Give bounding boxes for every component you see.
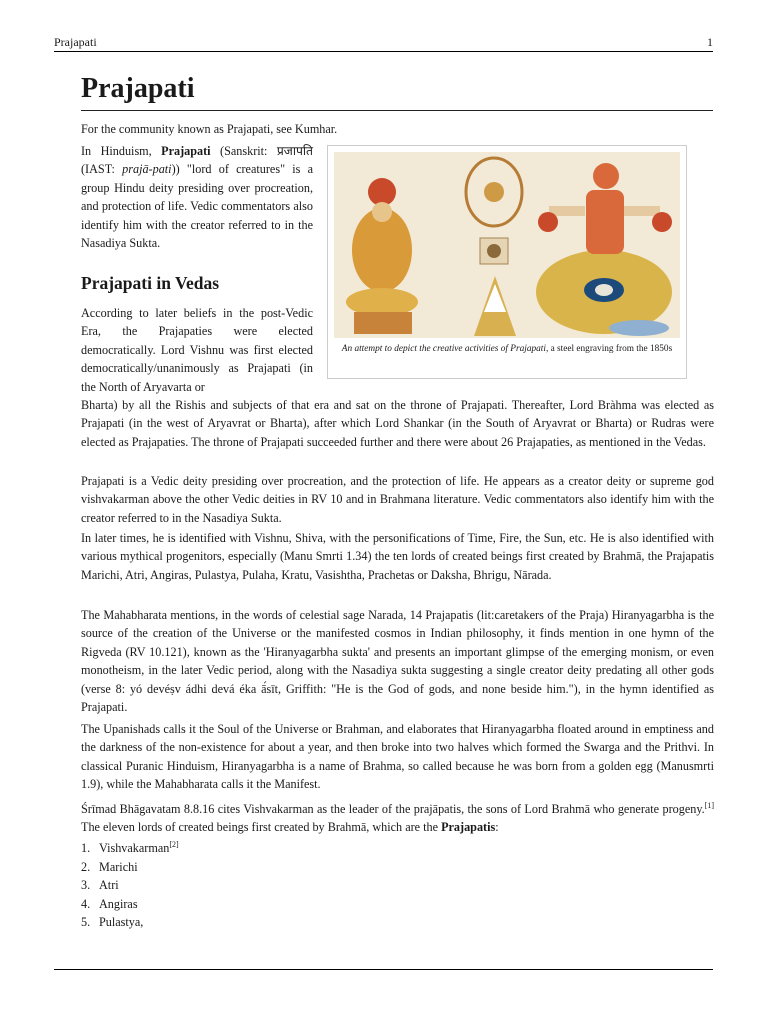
list-item: 4. Angiras xyxy=(81,896,138,911)
paragraph-vedas-narrow: According to later beliefs in the post-Vedic Era, the Prajapaties were elected democratically. Lord Vishnu was first elected democratically/unanimously as Prajapati (in the North of Aryavarta or xyxy=(81,306,313,394)
figure-caption: An attempt to depict the creative activities of Prajapati, a steel engraving from the 1850s xyxy=(341,344,673,354)
paragraph-vedic-deity: Prajapati is a Vedic deity presiding over procreation, and the protection of life. He appears as a creator deity or supreme god vishvakarman above the other Vedic deities in RV 10 and in Brahmana literature. Vedic commentators also identify him with the creator referred to in the Nasadiya Sukta. xyxy=(81,474,714,525)
section-heading: Prajapati in Vedas xyxy=(81,273,220,293)
list-item: 2. Marichi xyxy=(81,859,138,874)
figure xyxy=(327,145,687,379)
reference-1[interactable]: [1] xyxy=(704,801,714,810)
intro-bold-term: Prajapati xyxy=(161,144,211,158)
iast-term: prajā-pati xyxy=(122,162,172,177)
list-item: 1. Vishvakarman[2] xyxy=(81,840,179,856)
paragraph-later-times: In later times, he is identified with Vishnu, Shiva, with the personifications of Time, Fire, the Sun, etc. He is also identified with various mythical progenitors, especially (Manu Smrti 1.34) the ten lords of created beings first created by Brahmā, the Prajapatis Marichi, Atri, Angiras, Pulastya, Pulaha, Kratu, Vasishtha, Prachetas or Daksha, Bhrigu, Nārada. xyxy=(81,531,714,582)
paragraph-mahabharata: The Mahabharata mentions, in the words of celestial sage Narada, 14 Prajapatis (lit:caretakers of the Praja) Hiranyagarbha is the source of the creation of the Universe or the manifested cosmos in Indian philosophy, it finds mention in one hymn of the Rigveda (RV 10.121), known as the 'Hiranyagarbha sukta' and presents an important glimpse of the emerging monism, or even monotheism, in the later Vedic period, along with the Nasadiya sukta suggesting a single creator deity predating all other gods (verse 8: yó devéṣv ádhi devá éka ā́sīt, Griffith: "He is the God of gods, and none beside him."), in the hymn identified as Prajapati. xyxy=(81,608,714,715)
footer-rule xyxy=(54,969,713,970)
page-title: Prajapati xyxy=(81,72,713,111)
hatnote: For the community known as Prajapati, see Kumhar. xyxy=(81,122,338,136)
running-title: Prajapati xyxy=(54,35,97,49)
list-item: 3. Atri xyxy=(81,878,119,893)
reference-2[interactable]: [2] xyxy=(169,840,179,849)
prajapatis-list xyxy=(81,836,179,932)
paragraph-upanishads: The Upanishads calls it the Soul of the Universe or Brahman, and elaborates that Hiranyagarbha floated around in emptiness and the darkness of the non-existence for about a year, and then broke into two halves which formed the Swarga and the Prithvi. In classical Puranic Hinduism, Hiranyagarbha is a name of Brahma, so called because he was born from a golden egg (Manusmrti 1.9), while the Mahabharata calls it the Manifest. xyxy=(81,722,714,792)
engraving-image xyxy=(334,152,680,338)
paragraph-bhagavatam: Śrīmad Bhāgavatam 8.8.16 cites Vishvakarman as the leader of the prajāpatis, the sons of Lord Brahmā who generate progeny.[1] The eleven lords of created beings first created by Brahmā, which are the Prajapatis: xyxy=(81,801,714,835)
running-header xyxy=(54,34,713,52)
page-number: 1 xyxy=(707,35,713,49)
list-item: 5. Pulastya, xyxy=(81,915,144,930)
paragraph-vedas-full: Bharta) by all the Rishis and subjects of that era and sat on the throne of Prajapati. Thereafter, Lord Bràhma was elected as Prajapati (in the west of Aryavrat or Bharta), after which Lord Shankar (in the South of Aryavrat or Bharta) or Rudras were elected as Prajapaties. The throne of Prajapati succeeded further and there were about 26 Prajapaties, as mentioned in the Vedas. xyxy=(81,398,714,449)
intro-paragraph: In Hinduism, Prajapati (Sanskrit: प्रजापति (IAST: prajā-pati)) "lord of creatures" is a group Hindu deity presiding over procreation, and protection of life. Vedic commentators also identify him with the creator referred to in the Nasadiya Sukta. xyxy=(81,144,313,251)
